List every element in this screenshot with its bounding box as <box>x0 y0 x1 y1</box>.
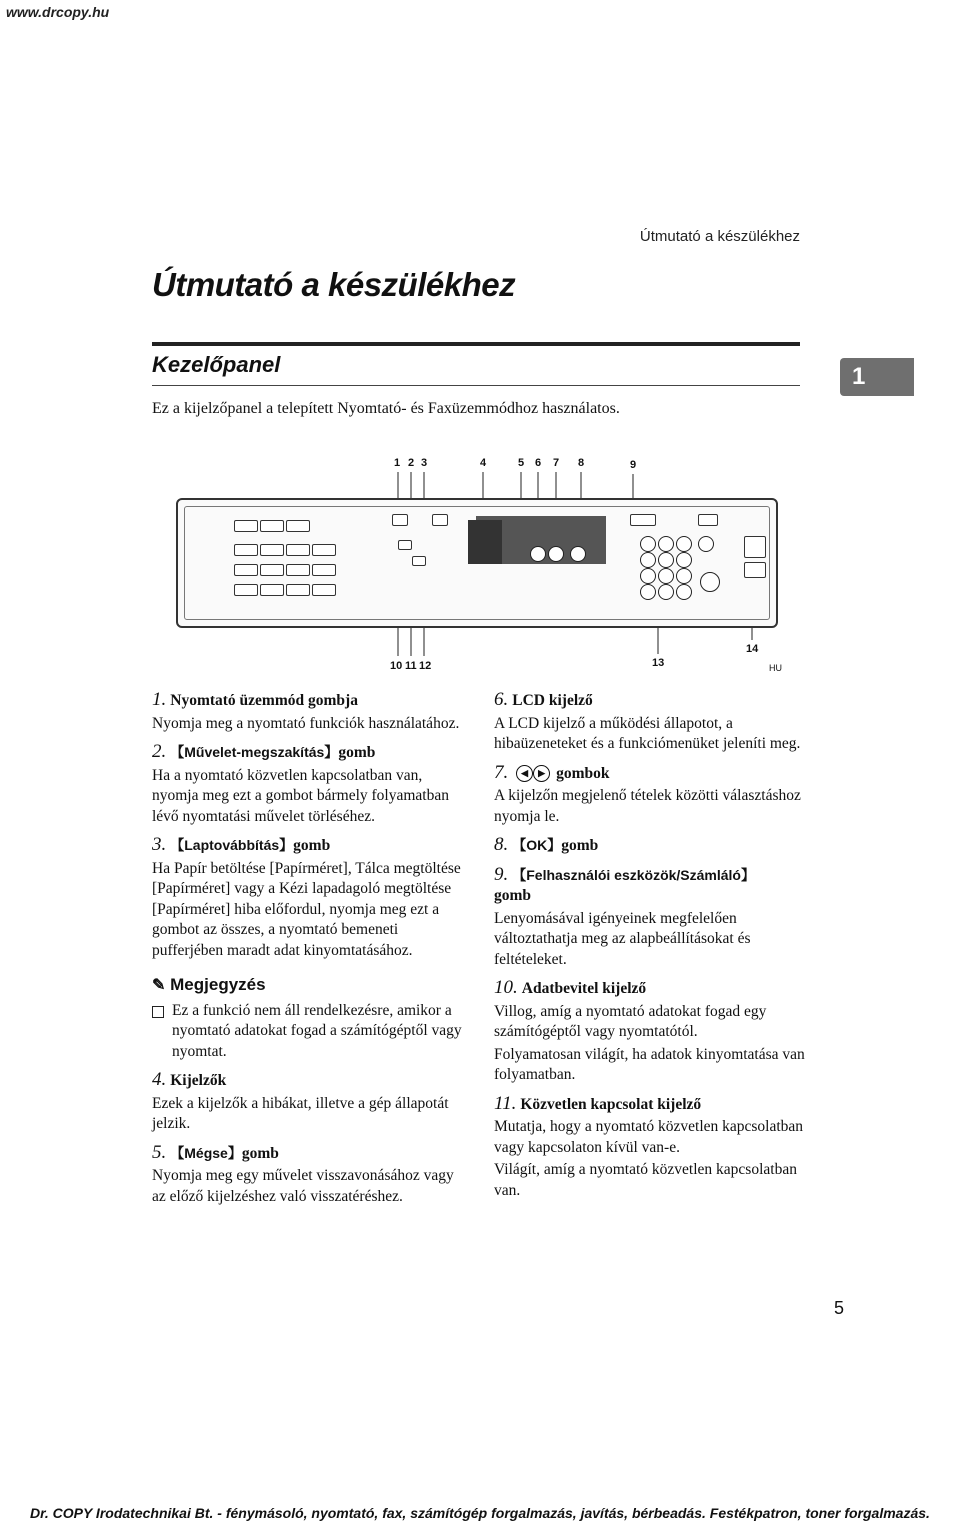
panel-key <box>312 584 336 596</box>
power-indicator <box>744 562 766 578</box>
keypad-key <box>676 536 692 552</box>
job-reset-key <box>398 540 412 550</box>
callout-8: 8 <box>578 457 585 469</box>
item-key-label: 【Felhasználói eszközök/Számláló】 <box>512 866 755 883</box>
callout-13: 13 <box>652 657 665 669</box>
item-number: 6. <box>494 689 509 710</box>
chapter-title: Útmutató a készülékhez <box>152 266 516 303</box>
running-header: Útmutató a készülékhez <box>639 228 800 245</box>
item-body: Mutatja, hogy a nyomtató közvetlen kapcsolatban vagy kapcsolaton kívül van-e. <box>494 1118 804 1156</box>
item-number: 2. <box>152 741 167 762</box>
item-number: 9. <box>494 863 509 885</box>
keypad-key <box>640 584 656 600</box>
item-key-label: 【Laptovábbítás】 <box>170 837 294 853</box>
item-key-label: 【Mégse】 <box>170 1144 242 1161</box>
checkbox-icon <box>152 1006 164 1018</box>
item-title: LCD kijelző <box>512 692 593 709</box>
item-body: Ezek a kijelzők a hibákat, illetve a gép állapotát jelzik. <box>152 1094 449 1132</box>
country-code: HU <box>769 663 782 673</box>
page-number: 5 <box>834 1298 845 1318</box>
clear-stop-key <box>698 536 714 552</box>
callout-9: 9 <box>630 459 637 471</box>
item-body: Villog, amíg a nyomtató adatokat fogad egy számítógéptől vagy nyomtatótól. <box>494 1002 767 1040</box>
ok-key <box>570 546 586 562</box>
item-title: Kijelzők <box>170 1072 227 1089</box>
callout-5: 5 <box>518 457 525 469</box>
item-title: gomb <box>338 744 376 761</box>
callout-4: 4 <box>480 457 487 469</box>
keypad-key <box>658 552 674 568</box>
item-7 <box>494 763 810 828</box>
item-title: Adatbevitel kijelző <box>521 980 647 997</box>
panel-key <box>312 564 336 576</box>
printer-mode-key <box>392 514 408 526</box>
callout-6: 6 <box>535 457 542 469</box>
item-key-label: 【Művelet-megszakítás】 <box>170 744 339 760</box>
keypad-key <box>640 568 656 584</box>
panel-key <box>286 544 310 556</box>
callout-3: 3 <box>421 457 428 469</box>
fax-mode-key <box>432 514 448 526</box>
callout-7: 7 <box>553 457 560 469</box>
start-button <box>700 572 720 592</box>
start-key <box>698 514 718 526</box>
pencil-icon: ✎ <box>152 977 166 994</box>
callout-14: 14 <box>746 643 759 655</box>
item-11 <box>494 1094 810 1202</box>
note-item <box>152 1001 470 1063</box>
note-title: Megjegyzés <box>170 975 266 994</box>
intro-text: Ez a kijelzőpanel a telepített Nyomtató- és Faxüzemmódhoz használatos. <box>152 400 620 417</box>
energy-saver-key <box>744 536 766 558</box>
note-block <box>152 975 470 1062</box>
keypad-key <box>676 584 692 600</box>
item-number: 1. <box>152 689 167 710</box>
item-title: gomb <box>293 837 331 854</box>
section-title: Kezelőpanel <box>152 352 281 377</box>
item-5 <box>152 1143 470 1208</box>
callout-1: 1 <box>394 457 401 469</box>
form-feed-key <box>412 556 426 566</box>
left-column <box>152 682 470 1207</box>
item-body: Nyomja meg a nyomtató funkciók használatához. <box>152 714 460 732</box>
printer-icon <box>468 520 502 564</box>
item-title: gomb <box>241 1144 279 1162</box>
panel-key <box>286 520 310 532</box>
item-body: Ha a nyomtató közvetlen kapcsolatban van, nyomja meg ezt a gombot bármely folyamatban lévő nyomtatási művelet törléséhez. <box>152 766 449 825</box>
callout-2: 2 <box>408 457 415 469</box>
keypad-key <box>676 552 692 568</box>
item-title: gomb <box>561 837 599 854</box>
item-title: Nyomtató üzemmód gombja <box>170 692 358 709</box>
item-body-2: Világít, amíg a nyomtató közvetlen kapcsolatban van. <box>494 1161 797 1199</box>
item-4 <box>152 1070 470 1135</box>
item-body: Ha Papír betöltése [Papírméret], Tálca megtöltése [Papírméret] vagy a Kézi lapadagoló megtöltése [Papírméret] hiba előfordul, nyomja meg ezt a gombot az összes, a nyomtató bemeneti pufferjében maradt adat kinyomtatásához. <box>152 859 461 959</box>
item-body: A LCD kijelző a működési állapotot, a hibaüzeneteket és a funkciómenüket jeleníti meg. <box>494 714 801 752</box>
item-title: gomb <box>494 887 532 904</box>
item-number: 10. <box>494 977 518 998</box>
panel-key <box>234 520 258 532</box>
item-number: 11. <box>494 1092 517 1114</box>
callout-12: 12 <box>419 660 432 672</box>
keypad-key <box>640 552 656 568</box>
note-text: Ez a funkció nem áll rendelkezésre, amikor a nyomtató adatokat fogad a számítógéptől vagy nyomtat. <box>172 1001 462 1060</box>
item-body-2: Folyamatosan világít, ha adatok kinyomtatása van folyamatban. <box>494 1045 805 1083</box>
item-number: 8. <box>494 834 509 855</box>
keypad-key <box>658 568 674 584</box>
panel-key <box>260 520 284 532</box>
item-9 <box>494 865 810 971</box>
left-arrow-key <box>530 546 546 562</box>
item-title: Közvetlen kapcsolat kijelző <box>520 1095 702 1113</box>
item-3 <box>152 835 470 961</box>
right-arrow-icon: ▶ <box>533 765 550 782</box>
panel-key <box>286 584 310 596</box>
operation-panel <box>176 498 778 628</box>
footer-text: Dr. COPY Irodatechnikai Bt. - fénymásoló, nyomtató, fax, számítógép forgalmazás, javítás, bérbeadás. Festékpatron, toner forgalmazás. <box>30 1505 930 1521</box>
right-column <box>494 682 810 1201</box>
panel-key <box>234 564 258 576</box>
item-body: A kijelzőn megjelenő tételek közötti választáshoz nyomja le. <box>494 787 801 825</box>
keypad-key <box>658 536 674 552</box>
item-10 <box>494 978 810 1086</box>
callout-11: 11 <box>405 660 417 672</box>
item-body: Nyomja meg egy művelet visszavonásához vagy az előző kijelzéshez való visszatéréshez. <box>152 1167 454 1205</box>
item-title: gombok <box>556 764 610 782</box>
item-2 <box>152 742 470 827</box>
panel-key <box>260 544 284 556</box>
chapter-tab: 1 <box>840 358 914 396</box>
panel-key <box>260 584 284 596</box>
site-url[interactable]: www.drcopy.hu <box>6 4 110 20</box>
callout-10: 10 <box>390 660 403 672</box>
panel-key <box>286 564 310 576</box>
item-number: 7. <box>494 761 509 783</box>
item-body: Lenyomásával igényeinek megfelelően változtathatja meg az alapbeállításokat és feltételeket. <box>494 909 751 968</box>
keypad-key <box>658 584 674 600</box>
item-number: 5. <box>152 1141 167 1163</box>
item-6 <box>494 690 810 755</box>
item-1 <box>152 690 470 734</box>
keypad-key <box>640 536 656 552</box>
right-arrow-key <box>548 546 564 562</box>
panel-key <box>234 544 258 556</box>
item-number: 3. <box>152 834 167 855</box>
user-tools-key <box>630 514 656 526</box>
item-number: 4. <box>152 1069 167 1090</box>
panel-key <box>234 584 258 596</box>
panel-key <box>260 564 284 576</box>
item-key-label: 【OK】 <box>512 837 562 853</box>
item-8 <box>494 835 810 857</box>
left-arrow-icon: ◀ <box>516 765 533 782</box>
panel-key <box>312 544 336 556</box>
keypad-key <box>676 568 692 584</box>
